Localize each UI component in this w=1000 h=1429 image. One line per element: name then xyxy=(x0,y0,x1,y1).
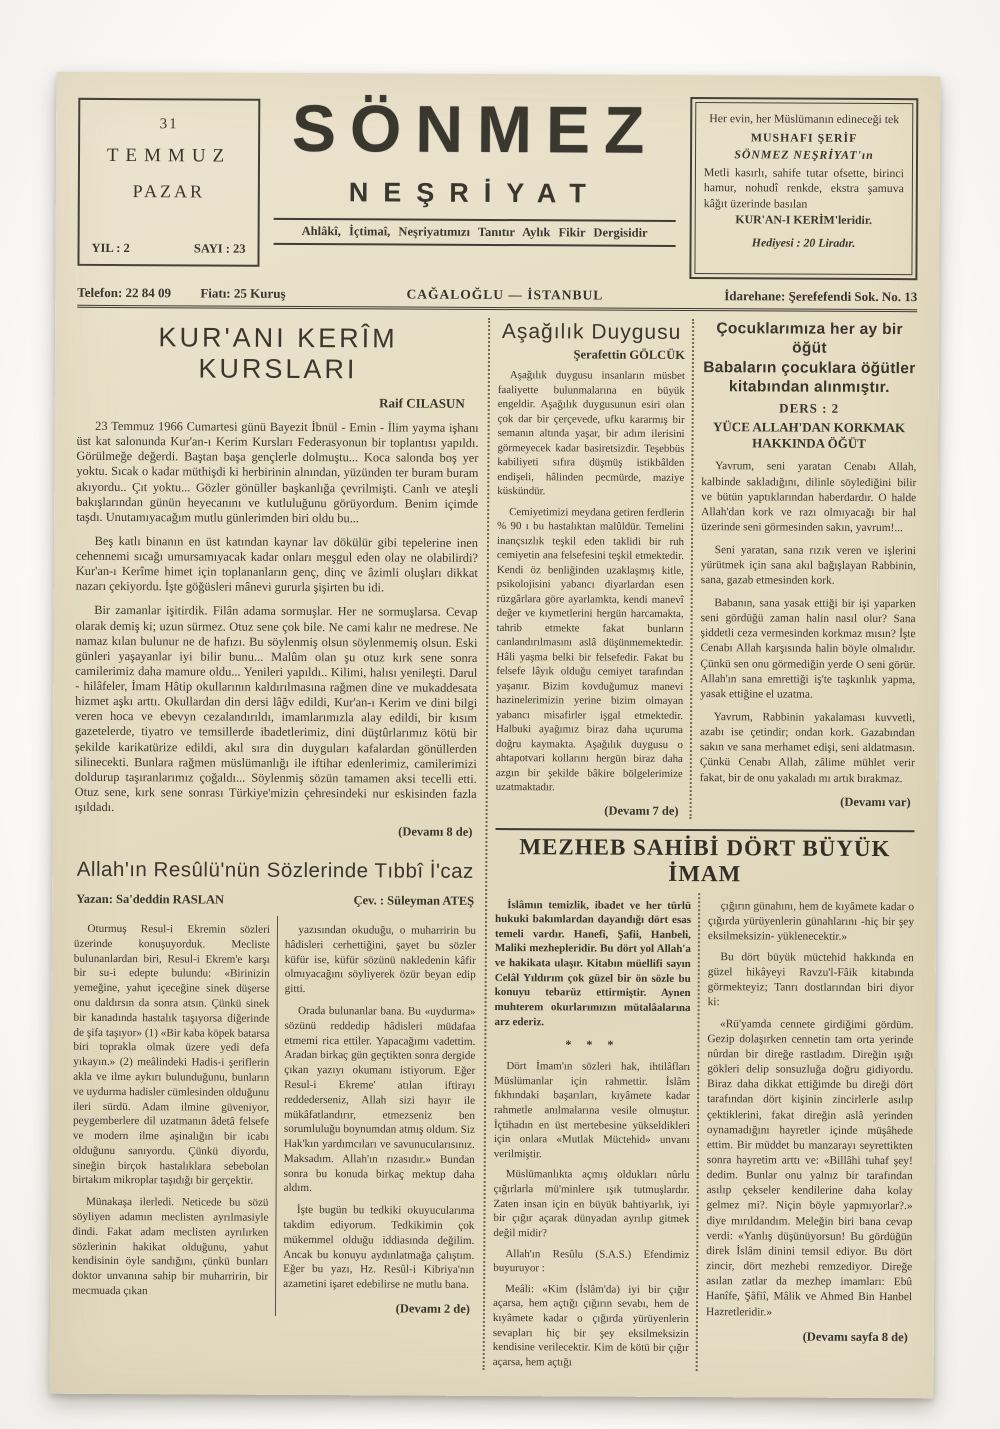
article-mezheb xyxy=(493,828,915,1372)
cocuklar-continuation: (Devamı var) xyxy=(840,794,911,810)
ad-price: Hediyesi : 20 Liradır. xyxy=(751,235,856,250)
article-asagilik-body xyxy=(496,368,685,795)
cocuklar-lesson-number: DERS : 2 xyxy=(779,399,840,416)
info-bar xyxy=(77,282,917,312)
article-asagilik-author: Şerafettin GÖLCÜK xyxy=(573,347,686,362)
article-asagilik-title: Aşağılık Duygusu xyxy=(501,320,682,344)
paragraph: «Rü'yamda cennete girdiğimi gördüm. Gezip dolaşırken cennetin tam orta yerinde nûrdan bir direğe rastladım. Direğin ışığı gökleri delip sonsuzluğa doğru gidiyordu. Biraz daha dikkat ettiğimde bu direği dört tarafından dört kişinin zincirlerle asılıp çektiklerini, fakat direğin aslâ yerinden oynamadığını hayretler içinde müşâhede ettim. Bir müddet bu manzarayı seyrettikten sonra hayretim arttı ve: «Billâhi tuhaf şey! dedim. Bunlar onu yalnız bir tarafından asılıp çekseler kendilerine daha kolay gelmez mi?. Niçin böyle yapmıyorlar?.» diye mırıldandım. Meleğin biri bana cevap verdi: «Yanlış düşünüyorsun! Bu gördüğün direk İslâm dinini temsil ediyor. Bu dört zincir, dört mezhebi remzediyor. Direğe asılan zatlar da mezhep imamları: Ebû Hanîfe, Şâfiî, Mâlik ve Ahmed Bin Hanbel Hazretleridir.» xyxy=(705,1017,914,1319)
fiat: Fiatı: 25 Kuruş xyxy=(200,285,286,301)
section-divider-stars: * * * xyxy=(565,1037,620,1052)
paragraph: Bu dört büyük müctehid hakkında en güzel hikâyeyi Ravzu'l-Fâik kitabında görmekteyiz; Tanrı dostlarından biri diyor ki: xyxy=(707,951,914,1009)
article-asagilik-continuation: (Devamı 7 de) xyxy=(604,803,679,818)
header-line: Çocuklarımıza her ay bir öğüt xyxy=(716,320,903,358)
paragraph: 23 Temmuz 1966 Cumartesi günü Bayezit İbnül - Emin - İlim yayma işhanı üst kat salonunda Kur'an-ı Kerim Kursları Federasyonun bir toplantısı yapıldı. Görülmeğe değerdi. Baştan başa gençlerle dolmuştu... Koca salonda boş yer yoktu. Sıcak o kadar müthişdi ki herbirinin alnından, yüzünden ter buram buram akıyordu.. Çıt yoktu... Gözler gönüller başkanlığa çevrilmişti. Canlı ve ateşli bakışlarından günün heyecanını ve kutluluğunu görüyordum. Benim içimde taşdı. Unutamıyacağım mutlu günlerimden biri oldu bu... xyxy=(76,418,479,526)
article-kurani-title: KUR'ANI KERÎM KURSLARI xyxy=(158,322,398,385)
paragraph: Meâli: «Kim (İslâm'da) iyi bir çığır açarsa, hem açtığı çığırın sevabı, hem de kıyâmete kadar o çığırda yürüyenlerin sevapları hiç bir şey eksilmeksizin kendisine verilecektir. Kim de kötü bir çığır açarsa, hem açtığı xyxy=(492,1282,690,1369)
mushaf-ad-box xyxy=(689,97,918,280)
cocuklar-body xyxy=(700,459,917,787)
article-kurani-continuation: (Devamı 8 de) xyxy=(398,824,473,840)
article-kurani-author: Raif CILASUN xyxy=(379,395,465,411)
mezheb-continuation: (Devamı sayfa 8 de) xyxy=(802,1329,908,1344)
ad-mushaf: MUSHAFI ŞERİF xyxy=(750,129,858,145)
city-line: CAĞALOĞLU — İSTANBUL xyxy=(406,286,604,303)
tibbi-subcol-2 xyxy=(276,916,476,1317)
paragraph: yazısından okuduğu, o muharririn bu hâdisleri cerhettiğini, şayet bu sözler küfür ise, küfür sözünü nakledenin kâfir olmıyacağını söyliyerek özür beyan edip gitti. xyxy=(284,924,477,996)
tibbi-author: Yazan: Sa'deddin RASLAN xyxy=(76,891,225,907)
mezheb-subcol-1 xyxy=(493,892,701,1371)
date-box xyxy=(77,98,260,267)
middle-column xyxy=(496,318,695,819)
date-day: 31 xyxy=(159,116,179,133)
ad-brand: SÖNMEZ NEŞRİYAT'ın xyxy=(734,147,874,163)
paragraph: Babanın, sana yasak ettiği bir işi yaparken seni gördüğü zaman halin nasıl olur? Sana şiddetli ceza vermesinden korkmaz mısın? İşte Cenabı Allah karşısında halin böyle olmalıdır. Çünkü sen onu görmediğin yerde O seni görür. Allah'ın sana emrettiği iş'te taşkınlık yapma, yasak ettiğine el uzatma. xyxy=(700,596,916,701)
article-mezheb-title: MEZHEB SAHİBİ DÖRT BÜYÜK İMAM xyxy=(519,833,891,886)
paragraph: Beş katlı binanın en üst katından kaynar lav dökülür gibi tepelerine inen cehennemi sıcağı umursamıyacak kadar onları meşgul eden olay ne olabilirdi? Kur'an-ı Kerîme himet için toplananların genç, dinç ve âzimli oluşları dikkat nazarı çekiyordu. İşte göğüsleri mânevi gururla şişirten bu idi. xyxy=(75,533,479,595)
issue-label: SAYI : 23 xyxy=(193,241,246,256)
content-columns xyxy=(72,316,917,1372)
mezheb-columns xyxy=(493,892,914,1372)
paragraph: Yavrum, Rabbinin yakalaması kuvvetli, azabı ise çetindir; ondan kork. Gazabından sakın ve sana merhamet edişi, seni aldatmasın. Çünkü Cenabı Allah, zâlime mühlet verir fakat, bir de onu yakaladı mı artık bırakmaz. xyxy=(699,710,916,785)
paragraph: Dört İmam'ın sözleri hak, ihtilâfları Müslümanlar için rahmettir. İslâm fıkhındaki başarıları, kıyâmete kadar rahmetle anılmalarına vesile olmuştur. İçtihadın en üst mertebesine yükseldikleri için onlara «Mutlak Müctehid» unvanı verilmiştir. xyxy=(493,1060,691,1161)
top-row xyxy=(496,318,918,820)
mezheb-subcol-2 xyxy=(698,893,915,1372)
date-weekday: PAZAR xyxy=(132,181,206,202)
date-month: TEMMUZ xyxy=(106,144,232,167)
ad-intro: Her evin, her Müslümanın edineceği tek xyxy=(709,111,900,127)
paragraph: Allah'ın Resûlu (S.A.S.) Efendimiz buyuruyor : xyxy=(493,1247,690,1275)
contact-info xyxy=(77,285,285,302)
publication-title: SÖNMEZ xyxy=(291,90,659,167)
cocuklar-lesson-title: YÜCE ALLAH'DAN KORKMAK HAKKINDA ÖĞÜT xyxy=(713,418,906,452)
paragraph: Müslümanlıkta açmış oldukları nûrlu çığırlarla mü'minlere ışık tutmuşlardır. Zaten insan için en büyük bahtiyarlık, iyi bir çığır açarak dünyadan ayrılıp gitmek değil midir? xyxy=(493,1168,690,1240)
paragraph: İşte bugün bu tedkiki okuyucularıma takdim ediyorum. Tedkikimin çok mükemmel olduğu iddiasında değilim. Ancak bu konuyu aydınlatmağa çalıştım. Eğer bu yazı, Hz. Resûl-i Kibriya'nın azametini işaret edebilirse ne mutlu bana. xyxy=(283,1204,475,1291)
tibbi-subcol-1 xyxy=(72,915,278,1316)
newspaper-page xyxy=(50,72,941,1399)
right-column xyxy=(692,319,918,820)
tagline: Ahlâkî, İçtimaî, Neşriyatımızı Tanıtır Aylık Fikir Dergisidir xyxy=(301,223,648,240)
article-tibbi-continuation: (Devamı 2 de) xyxy=(395,1301,471,1316)
article-kurani-body xyxy=(75,419,479,817)
masthead xyxy=(77,92,918,280)
article-tibbi-byline xyxy=(74,892,476,909)
left-column xyxy=(72,316,491,1370)
paragraph: Orada bulunanlar bana. Bu «uydurma» sözünü reddedip hâdisleri müdafaa etmemi rica ettiler. Yapacağımı vadettim. Aradan birkaç gün geçtikten sonra dergide çıkan yazıyı okumanı istiyorum. Eğer Resul-i Ekreme' atılan iftirayı reddederseniz, Allah sizi hayır ile mükâfatlandırır, etmezseniz ben sorumluluğu boynumdan atmış oldum. Siz Hak'kın yardımcıları ve savunucularısınız. Maksadım. Allah'ın rızasıdır.» Bundan sonra bu konuda birkaç mektup daha aldım. xyxy=(283,1005,476,1195)
paragraph: çığırın günahını, hem de kıyâmete kadar o çığırda yürüyenlerin günahlarını -hiç bir şey eksilmeksizin- yüklenecektir.» xyxy=(707,899,915,943)
article-tibbi-body xyxy=(72,915,476,1317)
masthead-center xyxy=(259,90,690,279)
paragraph: Yavrum, seni yaratan Cenabı Allah, kalbinde sakladığını, dilinle söylediğini bilir ve bütün yaptıklarından haberdardır. O halde Allah'dan kork ve razı olmıyacağı bir hal üzerinde seni görmesinden sakın, yavrum!... xyxy=(701,460,917,535)
issue-info xyxy=(90,241,248,257)
year-label: YIL : 2 xyxy=(91,240,130,256)
paragraph: Cemiyetimizi meydana getiren ferdlerin % 90 ı bu hastalıktan malûldür. Temelini inançsızlık teşkil eden taklidi bir ruh cemiyetin ana felsefesini teşkil etmektedir. Kendi öz benliğinden uzaklaşmış kitle, psikolojisini yabancı diyarlardan esen rüzgârlara göre ayarlamkta, kendi manevî değer ve kıymetlerini hergün harcamakta, tahrib etmekte fakat bunların canlandırılmasını aslâ düşünmemektedir. Hâli yaşma belki bir felsefedir. Fakat bu felsefe lâyık olduğu cemiyet tarafından yaşanır. Bizim kovduğumuz manevi hazinelerimizin yerine bizim olmayan yabancı misafirler işgal etmektedir. Halbuki ayağımız biraz daha uçuruma doğru kaymakta. Aşağılık duygusu o ahtapotvari kollarını hergün biraz daha azgın bir şekilde bâkire bölgelerimize uzatmaktadır. xyxy=(495,505,685,794)
ad-body: Metli kasırlı, sahife tutar ofsette, birinci hamur, nohudî renkde, ekstra şamuva kâğıt üzerinde basılan xyxy=(703,164,904,211)
publication-subtitle: NEŞRİYAT xyxy=(348,177,601,209)
paragraph: Oturmuş Resul-i Ekremin sözleri üzerinde konuşuyorduk. Mecliste bulunanlardan biri, Resul-i Ekrem'e karşı bir su-i edepte bulundu: «Birinizin yemeğine, yahut içeceğine sinek düşerse onu daldırsın da sonra atsın. Çünkü sinek bir kanadında hastalık taşıyorsa diğerinde de şifa taşıyor» (1) «Bir kaba köpek batarsa biri toprakla olmak üzere yedi defa yıkayın.» (2) meâlindeki Hadis-i şeriflerin akla ve ilme aykırı bulunduğunu, bunların ve uydurma hadisler cümlesinden olduğunu ileri sürdü. Adam ilmine güveniyor, peygemberlere dil uzatmanın âdetâ felsefe ve modern ilme aşinalığın bir icabı olduğunu sanıyordu. Çünkü diyordu, sineğin birçok hastalıklara sebebolan birtakım mikroplar taşıdığı bir gerçektir. xyxy=(72,922,271,1188)
paragraph: Bir zamanlar işitirdik. Filân adama sormuşlar. Her ne sormuşlarsa. Cevap olarak demiş ki; uzun sürmez. Otuz sene çok bile. Ne cami kalır ne medrese. Ne namaz kılan bulunur ne de hafızı. Bu söylenmiş olsun söylenmemiş olsun. Eski günleri yaşayanlar iyi bilir bunu... Malûm olan şu otuz kırk sene sonra camilerimiz daha mamure oldu... Yenileri yapıldı.. Kilimi, halısı yenileşti. Darul - hilâfeler, İmam Hâtip okullarının kaldırılmasına rağmen dine ve mukaddesata hizmet aşkı arttı. Okullardan din dersi lâğv edildi, Kur'an-ı Kerim ve dini bilgi veren hoca ve ebevyn cezalandırıldı, imamlarımızla alay edildi, bir kısım gazetelerde, tiyatro ve temsillerde ibadetlerimiz, dini düştûrlarımız kötü bir şekilde karikatürize edildi, akıl sıra din duyguları kafalardan gönüllerden silinecekti. Bunlara rağmen müslümanlığı ile iftihar edenlerimiz, camilerimizi doldurup taşıranlarımız çoğaldı... Söylenmiş sözün tamamen aksi tecelli etti. Otuz sene, kırk sene sonrası Türkiye'mizin çehresindeki nur eskisinden fazla ışıldadı. xyxy=(74,603,478,815)
paragraph: Münakaşa ilerledi. Neticede bu sözü söyliyen adamın meclisten ayrılmasiyle dindi. Fakat adam meclisten ayrılırken sözlerinin hakikat olduğunu, yahut kendisinin öyle sandığını, çünkü bunları doktor unvanına sahip bir muharririn, bir mecmuada çıkan xyxy=(72,1196,269,1298)
ad-kuran: KUR'AN-I KERİM'leridir. xyxy=(735,212,873,228)
right-region xyxy=(485,318,918,1372)
header-line: Babaların çocuklara öğütler xyxy=(703,358,916,377)
mezheb-intro: İslâmın temizlik, ibadet ve her türlü hukuki bakımlardan dayandığı dört esas temeli vardır. Hanefi, Şafii, Hanbeli, Maliki mezhepleridir. Bu dört yol Allah'a ve hakikata ulaşır. Kitabın müellifi sayın Celâl Yıldırım çok güzel bir ön sözle bu konuyu tebarüz ettirmiştir. Aynen muhterem okurlarımızın mütalâalarına arz ederiz. xyxy=(494,898,692,1028)
cocuklar-header xyxy=(702,319,917,398)
telefon: Telefon: 22 84 09 xyxy=(77,284,172,301)
header-line: kitabından alınmıştır. xyxy=(728,378,890,397)
idarehane: İdarehane: Şerefefendi Sok. No. 13 xyxy=(724,288,918,305)
tagline-rule xyxy=(274,218,676,247)
article-tibbi-title: Allah'ın Resûlü'nün Sözlerinde Tıbbî İ'caz xyxy=(76,857,474,884)
paragraph: Seni yaratan, sana rızık veren ve işlerini yürütmek için sana akıl bağışlayan Rabbinin, sana, gazab etmesinden kork. xyxy=(700,543,917,588)
tibbi-translator: Çev. : Süleyman ATEŞ xyxy=(353,893,475,909)
paragraph: Aşağılık duygusu insanların müsbet faaliyette bulunmalarına en büyük engeldir. Aşağılık duygusunun esiri olan çok dar bir çerçevede, ufku kararmış bir semanın altında yaşar, bir adım ilerisini görmeyecek kadar basiretsizdir. Teşebbüs kabiliyeti sıfıra düşmüş istikbâlden endişeli, hâlinden pecmürde, maziye küskündür. xyxy=(497,369,685,498)
